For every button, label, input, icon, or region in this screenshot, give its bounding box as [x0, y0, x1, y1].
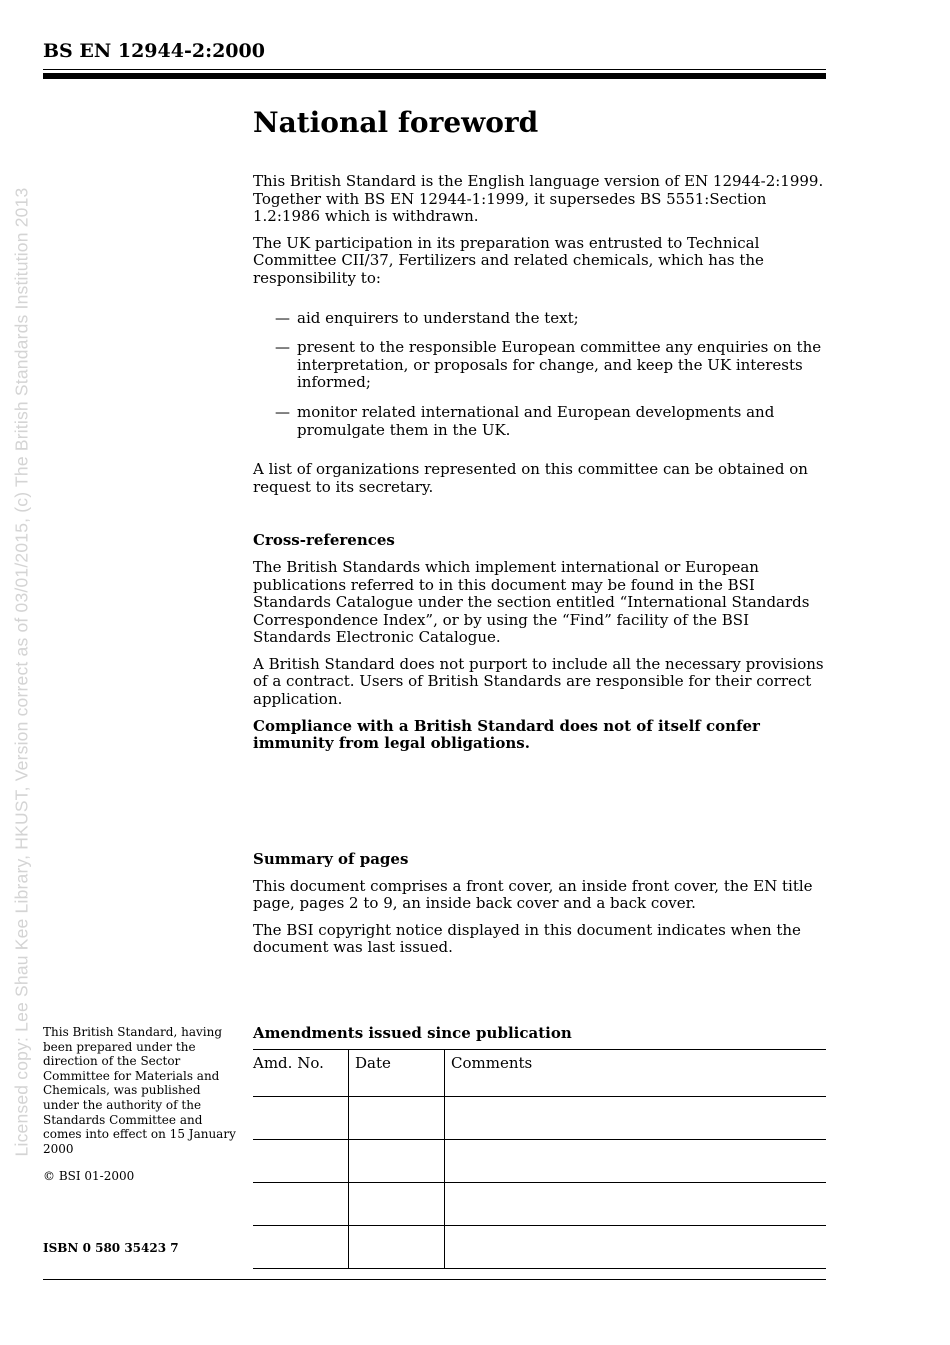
- cross-references-heading: Cross-references: [253, 531, 395, 550]
- amendments-title: Amendments issued since publication: [253, 1024, 572, 1042]
- list-item-text: monitor related international and European developments and promulgate them in the UK.: [297, 402, 775, 439]
- table-cell: [253, 1097, 349, 1140]
- table-cell: [445, 1097, 827, 1140]
- cross-references-paragraph: The British Standards which implement international or European publications referred to in this document may be found in the BSI Standards Catalogue under the section entitled “International Standards Correspondence Index”, or by using the “Find” facility of the BSI Standards Electronic Catalogue.: [253, 557, 810, 647]
- list-item-text: aid enquirers to understand the text;: [297, 308, 579, 327]
- summary-of-pages: [253, 851, 828, 966]
- responsibility-list: [253, 310, 828, 440]
- table-row: [253, 1097, 826, 1140]
- intro-paragraph: This British Standard is the English language version of EN 12944-2:1999. Together with BS EN 12944-1:1999, it supersedes BS 5551:Section 1.2:1986 which is withdrawn.: [253, 172, 824, 226]
- committee-list-note: A list of organizations represented on this committee can be obtained on request to its secretary.: [253, 460, 808, 496]
- column-header-comments: Comments: [445, 1050, 827, 1097]
- summary-heading: Summary of pages: [253, 850, 409, 868]
- copyright-line: © BSI 01-2000: [43, 1169, 135, 1183]
- table-header-row: [253, 1050, 826, 1097]
- table-cell: [349, 1097, 445, 1140]
- table-cell: [349, 1183, 445, 1226]
- committee-paragraph: The UK participation in its preparation was entrusted to Technical Committee CII/37, Fertilizers and related chemicals, which has the responsibility to:: [253, 233, 764, 287]
- summary-paragraph: This document comprises a front cover, an inside front cover, the EN title page, pages 2 to 9, an inside back cover and a back cover.: [253, 876, 813, 913]
- list-item: [253, 310, 828, 328]
- column-header-date: Date: [349, 1050, 445, 1097]
- contract-paragraph: A British Standard does not purport to include all the necessary provisions of a contract. Users of British Standards are responsible for their correct application.: [253, 654, 824, 709]
- page-title: National foreword: [253, 106, 539, 139]
- header-rule-thin: [43, 69, 826, 70]
- license-watermark: Licensed copy: Lee Shau Kee Library, HKUST, Version correct as of 03/01/2015, (c) The British Standards Institution 2013: [11, 187, 32, 1157]
- dash-bullet: —: [275, 402, 290, 421]
- table-cell: [253, 1183, 349, 1226]
- standard-number: BS EN 12944-2:2000: [43, 40, 265, 62]
- table-cell: [253, 1226, 349, 1269]
- publication-note: This British Standard, having been prepared under the direction of the Sector Committee for Materials and Chemicals, was published under the authority of the Standards Committee and comes into effect on 15 January 2000: [43, 1025, 236, 1156]
- dash-bullet: —: [275, 308, 290, 327]
- table-row: [253, 1183, 826, 1226]
- footer-rule: [43, 1279, 826, 1280]
- table-cell: [349, 1140, 445, 1183]
- table-cell: [445, 1226, 827, 1269]
- compliance-note: Compliance with a British Standard does not of itself confer immunity from legal obligations.: [253, 716, 760, 753]
- table-row: [253, 1140, 826, 1183]
- list-item: [253, 404, 828, 439]
- isbn: ISBN 0 580 35423 7: [43, 1241, 179, 1255]
- column-header-amd-no: Amd. No.: [253, 1050, 349, 1097]
- table-cell: [445, 1140, 827, 1183]
- header-rule-thick: [43, 73, 826, 79]
- list-item-text: present to the responsible European committee any enquiries on the interpretation, or proposals for change, and keep the UK interests informed;: [297, 338, 822, 392]
- dash-bullet: —: [275, 338, 290, 357]
- copyright-notice-paragraph: The BSI copyright notice displayed in this document indicates when the document was last issued.: [253, 920, 801, 957]
- table-cell: [349, 1226, 445, 1269]
- list-item: [253, 339, 828, 392]
- table-cell: [445, 1183, 827, 1226]
- table-row: [253, 1226, 826, 1269]
- amendments-table: [253, 1049, 826, 1269]
- table-cell: [253, 1140, 349, 1183]
- national-foreword: [253, 105, 828, 762]
